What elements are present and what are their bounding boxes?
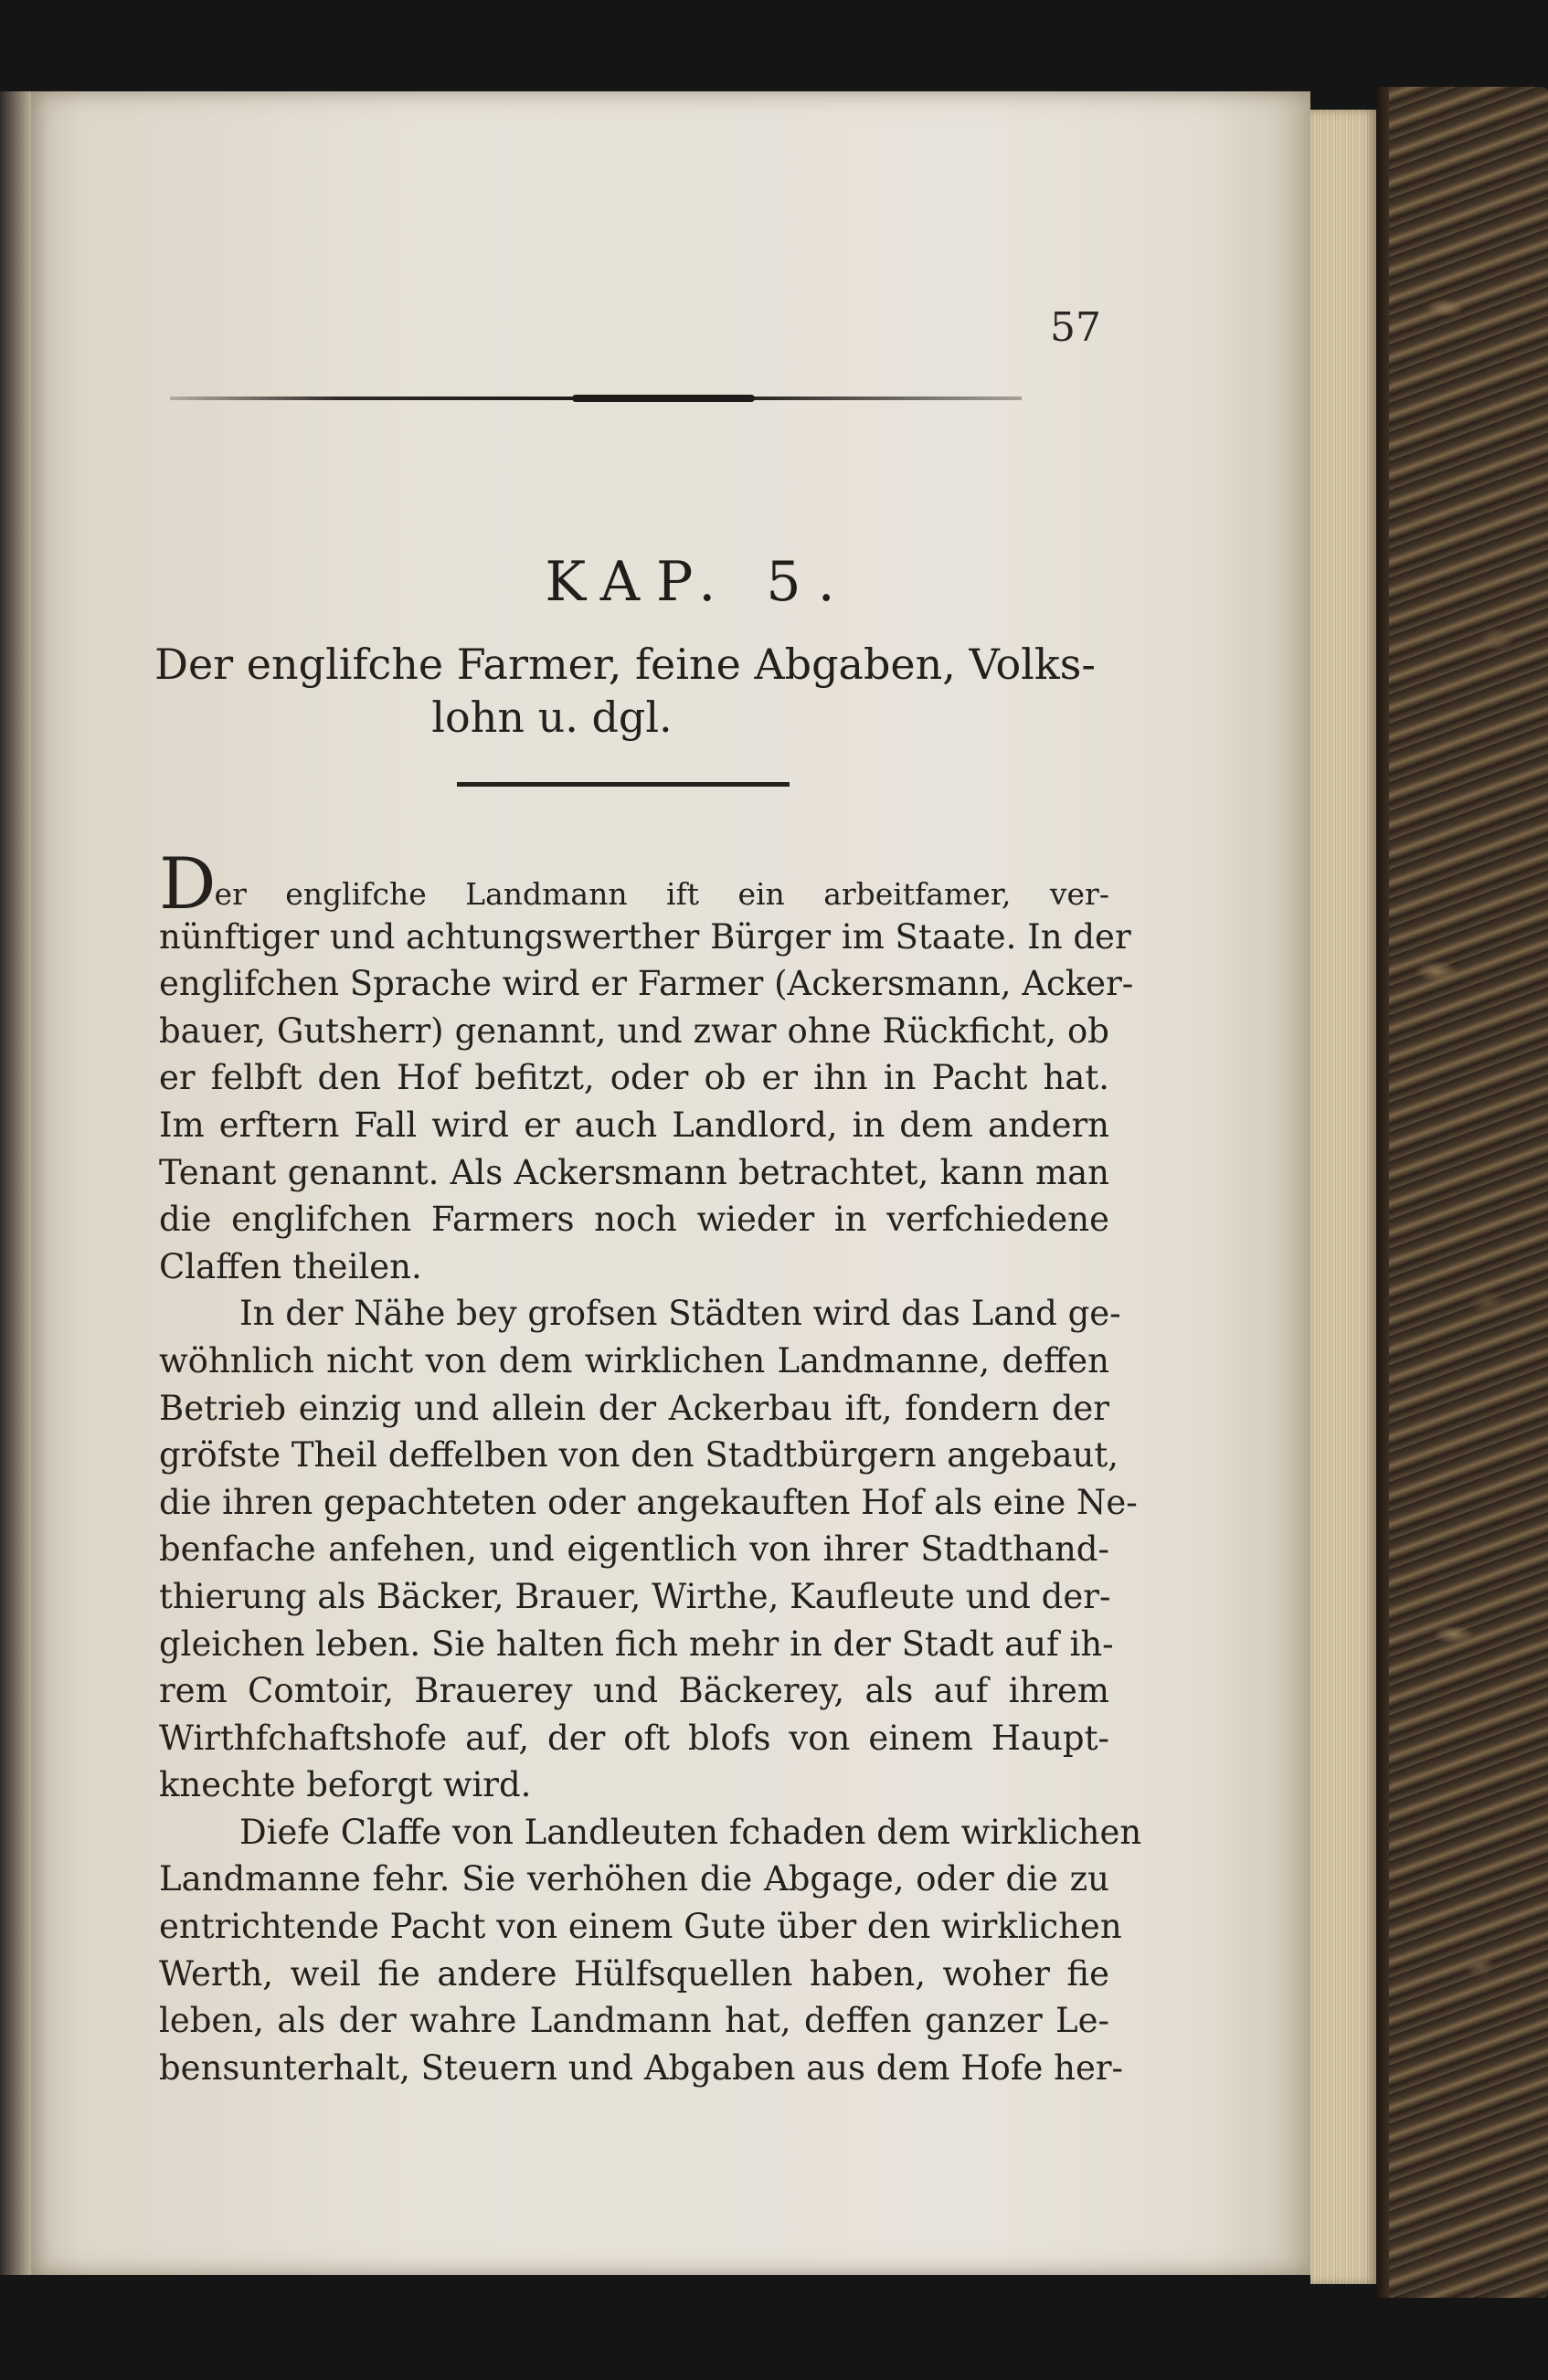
text-line: bensunterhalt, Steuern und Abgaben aus dem Hofe her-	[159, 2047, 1124, 2088]
text-line: Im erftern Fall wird er auch Landlord, in dem andern	[159, 1105, 1109, 1145]
text-line: Wirthfchaftshofe auf, der oft blofs von einem Haupt-	[159, 1718, 1109, 1758]
text-line: Landmanne fehr. Sie verhöhen die Abgage, oder die zu	[159, 1859, 1109, 1899]
text-line: gröfste Theil deffelben von den Stadtbürgern angebaut,	[159, 1435, 1119, 1476]
chapter-heading: KAP. 5.	[545, 550, 852, 614]
body-text	[159, 843, 1142, 2091]
first-line	[159, 843, 1109, 926]
text-line: die ihren gepachteten oder angekauften Hof als eine Ne-	[159, 1482, 1138, 1522]
chapter-title-line: lohn u. dgl.	[431, 693, 673, 742]
drop-cap: D	[159, 843, 217, 926]
chapter-title-line: Der englifche Farmer, feine Abgaben, Volks-	[154, 640, 1096, 689]
text-line: englifchen Sprache wird er Farmer (Ackersmann, Acker-	[159, 964, 1134, 1004]
book-page	[31, 91, 1310, 2275]
text-line: Claffen theilen.	[159, 1246, 422, 1286]
text-line: die englifchen Farmers noch wieder in verfchiedene	[159, 1200, 1109, 1240]
text-line: rem Comtoir, Brauerey und Bäckerey, als auf ihrem	[159, 1671, 1109, 1711]
text-line: leben, als der wahre Landmann hat, deffen ganzer Le-	[159, 2001, 1109, 2041]
text-line: Diefe Claffe von Landleuten fchaden dem wirklichen	[239, 1812, 1142, 1852]
text-line: benfache anfehen, und eigentlich von ihrer Stadthand-	[159, 1529, 1109, 1570]
text-line: entrichtende Pacht von einem Gute über den wirklichen	[159, 1907, 1122, 1947]
text-line: thierung als Bäcker, Brauer, Wirthe, Kaufleute und der-	[159, 1576, 1111, 1616]
first-line-text: er englifche Landmann ift ein arbeitfamer, ver-	[214, 876, 1109, 912]
text-line: Tenant genannt. Als Ackersmann betrachtet, kann man	[159, 1152, 1109, 1192]
text-line: gleichen leben. Sie halten fich mehr in der Stadt auf ih-	[159, 1624, 1114, 1664]
text-line: Werth, weil fie andere Hülfsquellen haben, woher fie	[159, 1953, 1109, 1994]
text-line: bauer, Gutsherr) genannt, und zwar ohne Rückficht, ob	[159, 1010, 1109, 1051]
cover-spine-edge	[1376, 87, 1389, 2298]
text-line: In der Nähe bey grofsen Städten wird das Land ge-	[239, 1294, 1121, 1334]
page-number: 57	[1050, 304, 1101, 351]
text-line: er felbft den Hof befitzt, oder ob er ihn in Pacht hat.	[159, 1058, 1109, 1098]
text-line: knechte beforgt wird.	[159, 1765, 532, 1805]
previous-page-edge	[0, 91, 31, 2275]
title-rule	[457, 782, 790, 787]
chapter-title	[150, 638, 1100, 744]
text-line: nünftiger und achtungswerther Bürger im Staate. In der	[159, 916, 1131, 957]
text-line: Betrieb einzig und allein der Ackerbau ift, fondern der	[159, 1388, 1109, 1428]
header-rule	[170, 397, 1022, 400]
text-line: wöhnlich nicht von dem wirklichen Landmanne, deffen	[159, 1340, 1109, 1380]
marbled-cover	[1376, 87, 1548, 2298]
page-stack-edge	[1310, 110, 1376, 2284]
